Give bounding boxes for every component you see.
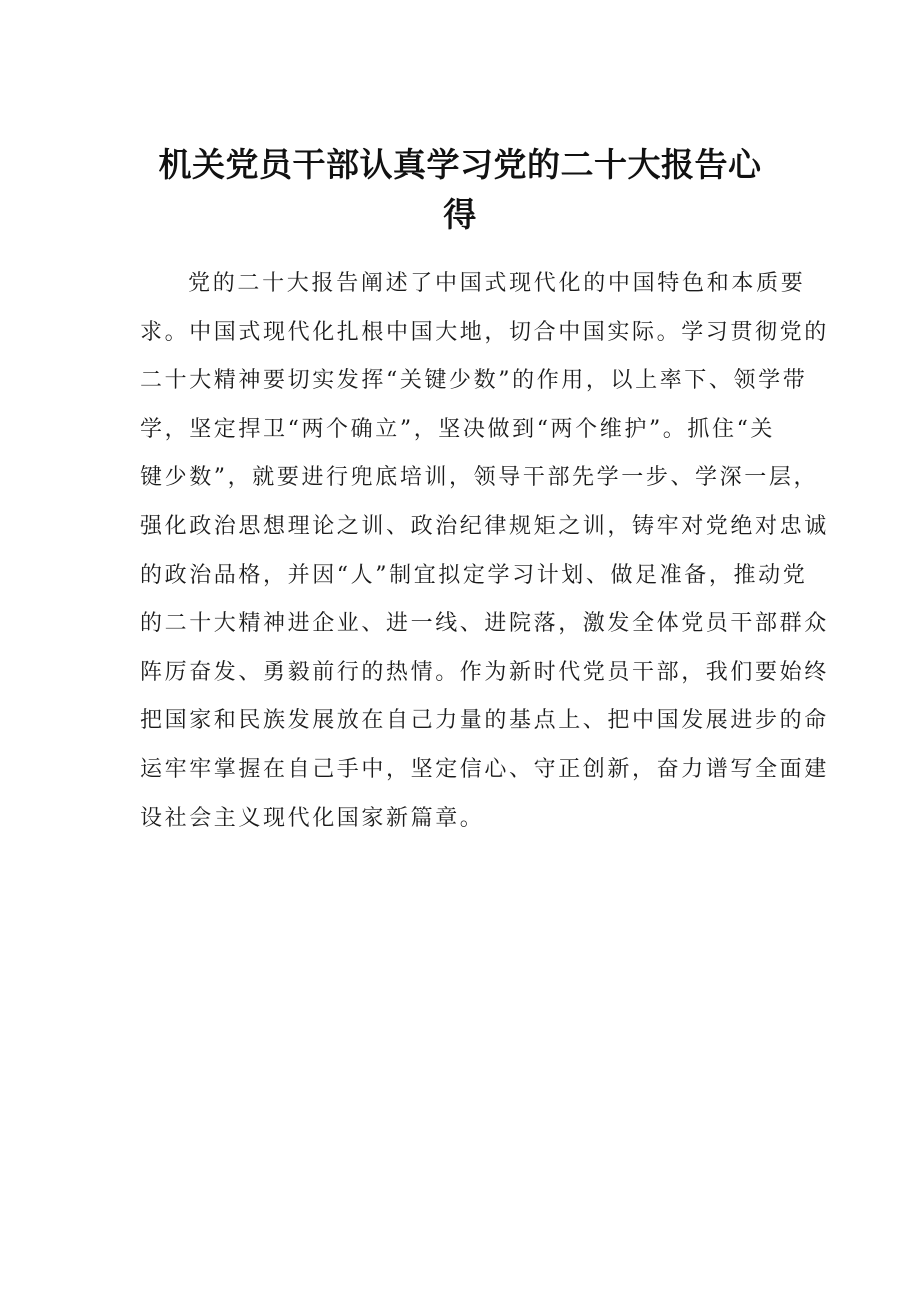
body-paragraph: [140, 260, 829, 843]
document-title: [140, 140, 780, 240]
paragraph-line: 把国家和民族发展放在自己力量的基点上、把中国发展进步的命: [140, 708, 829, 734]
title-line-2: 得: [443, 195, 477, 234]
title-line-1: 机关党员干部认真学习党的二十大报告心: [158, 145, 762, 184]
paragraph-line: 键少数”，就要进行兜底培训，领导干部先学一步、学深一层，: [140, 465, 819, 491]
paragraph-line: 求。中国式现代化扎根中国大地，切合中国实际。学习贯彻党的: [140, 319, 829, 345]
paragraph-line: 二十大精神要切实发挥“关键少数”的作用，以上率下、领学带: [140, 368, 808, 394]
paragraph-line: 的二十大精神进企业、进一线、进院落，激发全体党员干部群众: [140, 611, 829, 637]
paragraph-line: 阵厉奋发、勇毅前行的热情。作为新时代党员干部，我们要始终: [140, 659, 829, 685]
paragraph-line: 运牢牢掌握在自己手中，坚定信心、守正创新，奋力谱写全面建: [140, 756, 829, 782]
paragraph-line: 强化政治思想理论之训、政治纪律规矩之训，铸牢对党绝对忠诚: [140, 513, 829, 539]
paragraph-line: 党的二十大报告阐述了中国式现代化的中国特色和本质要: [188, 271, 806, 296]
paragraph-line: 设社会主义现代化国家新篇章。: [140, 805, 485, 831]
paragraph-line: 学，坚定捍卫“两个确立”，坚决做到“两个维护”。抓住“关: [140, 416, 776, 442]
paragraph-line: 的政治品格，并因“人”制宜拟定学习计划、做足准备，推动党: [140, 562, 808, 588]
